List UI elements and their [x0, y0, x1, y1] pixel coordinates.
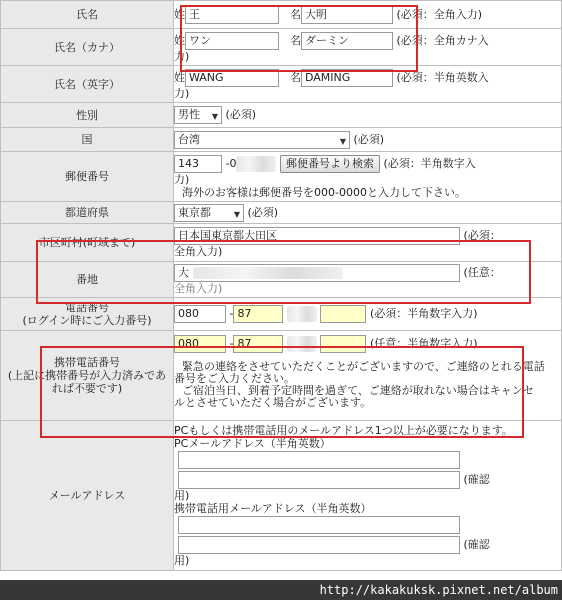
watermark-url: http://kakakuksk.pixnet.net/album	[0, 580, 562, 600]
kana-required-note: (必須：全角カナ入	[396, 33, 489, 47]
postal-required-note-wrap: 力)	[174, 172, 190, 186]
postal-search-button[interactable]: 郵便番号より検索	[280, 155, 380, 173]
city-required-note: (必須：	[463, 229, 501, 242]
pc-email-confirm-wrap: 用)	[174, 489, 190, 502]
street-value: 大	[178, 266, 189, 279]
label-email: メールアドレス	[1, 421, 174, 571]
mobile-label-line2: (上記に携帯番号が入力済みであ	[7, 369, 167, 382]
mobile-optional-note: (任意：半角数字入力)	[369, 337, 478, 350]
roman-required-note: (必須：半角英数入	[396, 70, 489, 84]
mobile-email-label: 携帯電話用メールアドレス（半角英数）	[174, 502, 372, 515]
gender-select[interactable]	[174, 106, 222, 124]
name-mei-input[interactable]: 大明	[301, 6, 393, 24]
kana-mei-label: 名	[290, 33, 301, 47]
label-prefecture: 都道府県	[1, 202, 174, 224]
roman-mei-input[interactable]: DAMING	[301, 69, 393, 87]
mobile-label-line1: 携帯電話番号	[54, 356, 120, 369]
chevron-down-icon: ▼	[339, 136, 346, 146]
postal-help-text: 海外のお客様は郵便番号を000-0000と入力して下さい。	[182, 185, 466, 199]
name-sei-input[interactable]: 王	[185, 6, 279, 24]
street-optional-note: (任意：	[463, 266, 501, 279]
label-postal: 郵便番号	[1, 152, 174, 202]
mobile-message-3: ご宿泊当日、到着予定時間を過ぎて、ご連絡が取れない場合はキャンセ	[182, 384, 534, 397]
street-blurred-text	[193, 267, 343, 279]
mobile-message-4: ルとさせていただく場合がございます。	[174, 396, 372, 409]
mei-label: 名	[290, 7, 301, 21]
phone-label-line1: 電話番号	[65, 301, 109, 314]
chevron-down-icon: ▼	[211, 112, 218, 121]
kana-mei-input[interactable]: ダーミン	[301, 32, 393, 50]
mobile-blurred-part	[287, 336, 317, 352]
mobile-message-2: 番号をご入力ください。	[174, 372, 295, 385]
gender-required-note: (必須)	[225, 108, 257, 121]
gender-value: 男性	[178, 108, 200, 121]
label-roman: 氏名（英字）	[1, 66, 174, 103]
roman-required-note-wrap: 力)	[174, 86, 190, 100]
label-kana: 氏名（カナ）	[1, 29, 174, 66]
postal-first-input[interactable]: 143	[174, 155, 222, 173]
phone-first-input[interactable]: 080	[174, 305, 226, 323]
postal-blurred-input[interactable]	[236, 156, 276, 172]
street-optional-note-wrap: 全角入力)	[174, 282, 223, 295]
mobile-email-confirm-label: (確認	[463, 538, 490, 551]
city-required-note-wrap: 全角入力)	[174, 245, 223, 258]
label-name: 氏名	[1, 1, 174, 29]
mobile-message-1: 緊急の連絡をさせていただくことがございますので、ご連絡のとれる電話	[182, 360, 545, 373]
name-required-note: (必須：全角入力)	[396, 7, 483, 21]
label-gender: 性別	[1, 103, 174, 128]
mobile-email-confirm-wrap: 用)	[174, 554, 190, 567]
sei-label: 姓	[174, 7, 185, 21]
prefecture-value: 東京都	[178, 205, 211, 219]
phone-label-line2: (ログイン時にご入力番号)	[22, 314, 152, 327]
mobile-email-confirm-input[interactable]	[178, 536, 460, 554]
mobile-email-input[interactable]	[178, 516, 460, 534]
country-value: 台湾	[178, 132, 200, 146]
mobile-third-input[interactable]	[320, 335, 366, 353]
street-input[interactable]	[174, 264, 460, 282]
country-required-note: (必須)	[353, 132, 385, 146]
label-country: 国	[1, 128, 174, 152]
email-intro-text: PCもしくは携帯電話用のメールアドレス1つ以上が必要になります。	[174, 424, 513, 437]
prefecture-select[interactable]	[174, 204, 244, 222]
pc-email-input[interactable]	[178, 451, 460, 469]
city-input[interactable]: 日本国東京都大田区	[174, 227, 460, 245]
pc-email-confirm-input[interactable]	[178, 471, 460, 489]
phone-second-input[interactable]: 87	[233, 305, 283, 323]
pc-email-label: PCメールアドレス（半角英数）	[174, 437, 331, 450]
roman-sei-input[interactable]: WANG	[185, 69, 279, 87]
postal-required-note: (必須：半角数字入	[383, 156, 476, 170]
mobile-second-input[interactable]: 87	[233, 335, 283, 353]
label-mobile	[1, 331, 174, 421]
phone-required-note: (必須：半角数字入力)	[369, 307, 478, 320]
mobile-dash: -	[229, 337, 234, 350]
mobile-first-input[interactable]: 080	[174, 335, 226, 353]
prefecture-required-note: (必須)	[247, 205, 279, 219]
phone-blurred-part	[287, 306, 317, 322]
pc-email-confirm-label: (確認	[463, 473, 490, 486]
postal-dash: -0	[225, 156, 237, 170]
roman-sei-label: 姓	[174, 70, 185, 84]
label-city: 市区町村(町域まで)	[1, 224, 174, 262]
roman-mei-label: 名	[290, 70, 301, 84]
country-select[interactable]	[174, 131, 350, 149]
phone-dash: -	[229, 307, 234, 320]
label-street: 番地	[1, 262, 174, 298]
kana-sei-input[interactable]: ワン	[185, 32, 279, 50]
kana-sei-label: 姓	[174, 33, 185, 47]
chevron-down-icon: ▼	[233, 209, 240, 219]
phone-third-input[interactable]	[320, 305, 366, 323]
kana-required-note-wrap: 力)	[174, 49, 190, 63]
label-phone	[1, 298, 174, 331]
mobile-label-line3: れば不要です)	[51, 382, 123, 395]
